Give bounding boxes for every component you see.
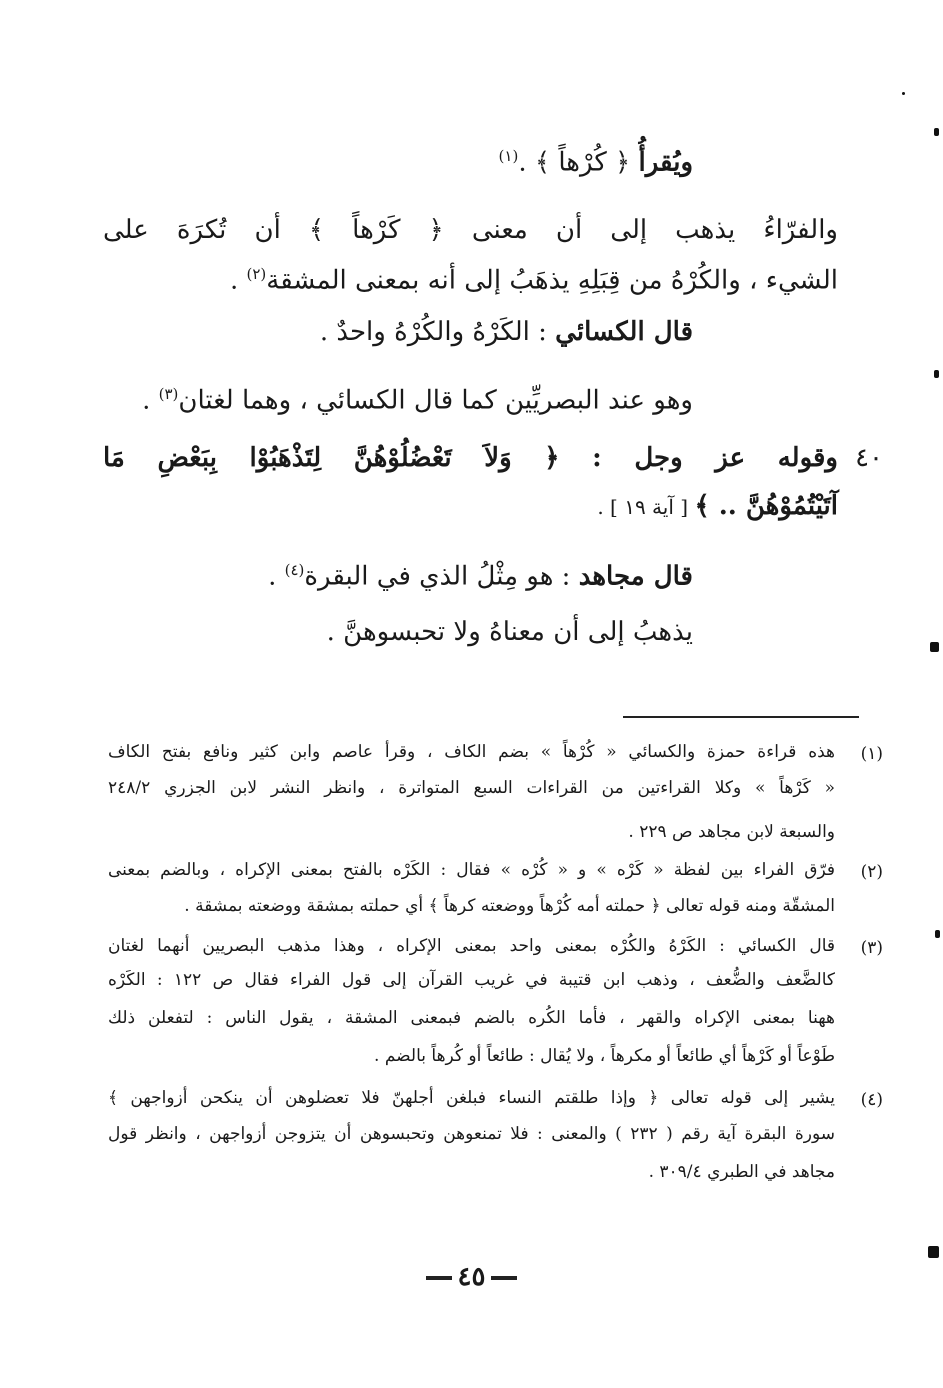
- mujahid-end: .: [268, 561, 285, 592]
- footnote-number-1: [861, 744, 883, 764]
- footnote-ref-1: (١): [498, 147, 519, 165]
- basri-line: [142, 368, 693, 427]
- footnote-separator: [623, 716, 859, 718]
- scan-mark-5: [928, 1246, 939, 1258]
- para1-line2-text: الشيء ، والكُرْهُ من قِبَلِهِ يذهَبُ إلى أنه بمعنى المشقة: [266, 265, 838, 296]
- last-line-text: يذهبُ إلى أن معناهُ ولا تحبسوهنَّ .: [326, 617, 693, 647]
- footnote-1-line-2: [108, 772, 835, 804]
- footnote-4-line-1-text: يشير إلى قوله تعالى ﴿ وإذا طلقتم النساء فبلغن أجلهنّ فلا تعضلوهن أن ينكحن أزواجهن ﴾: [108, 1088, 835, 1108]
- verse-line-2: [597, 480, 838, 533]
- footnote-1-line-2-text: « كَرْهاً » وكلا القراءتين من القراءات السبع المتواترة ، وانظر النشر لابن الجزري ٢٤٨/٢: [108, 778, 835, 798]
- verse-line1-text: وقوله عز وجل : ﴿ وَلاَ تَعْضُلُوْهُنَّ لِتَذْهَبُوْا بِبَعْضِ مَا: [103, 443, 838, 473]
- kisai-text: : الكَرْهُ والكُرْهُ واحدٌ .: [319, 317, 556, 347]
- footnote-ref-2: (٢): [246, 265, 267, 283]
- footnote-4-line-3-text: مجاهد في الطبري ٣٠٩/٤ .: [648, 1162, 835, 1182]
- line-1: [499, 130, 693, 189]
- footnote-number-2-text: (٢): [860, 862, 883, 882]
- footnote-3-line-4-text: طَوْعاً أو كَرْهاً أي طائعاً أو مكرهاً ، ولا يُقال : طائعاً أو كُرهاً بالضم .: [374, 1046, 835, 1066]
- scan-mark-3: [930, 642, 939, 652]
- para1-line-2: [230, 248, 838, 307]
- kisai-line: [320, 306, 693, 358]
- scan-mark-1: [934, 128, 939, 136]
- line1-text: ﴿ كُرْهاً ﴾ .: [518, 147, 639, 178]
- footnote-3-line-3-text: ههنا بمعنى الإكراه والقهر ، فأما الكُره بالضم فبمعنى المشقة ، يقول الناس : لتفعلن ذلك: [108, 1008, 835, 1028]
- verse-reference: [ آية ١٩ ] .: [597, 495, 695, 519]
- footnote-1-line-1: [108, 736, 835, 768]
- verse-number-text: ٤٠: [855, 443, 883, 473]
- footnote-number-3: [861, 938, 883, 958]
- footnote-number-4-text: (٤): [860, 1090, 883, 1110]
- scan-mark-4: [935, 930, 940, 938]
- page-number-dash-left: [426, 1276, 452, 1280]
- footnote-4-line-2-text: سورة البقرة آية رقم ( ٢٣٢ ) والمعنى : فلا تمنعوهن وتحبسوهن أن يتزوجن أزواجهن ، وانظر قول: [108, 1124, 836, 1144]
- footnote-number-2: [861, 862, 883, 882]
- footnote-4-line-2: [108, 1118, 835, 1150]
- verse-line-1: [103, 432, 838, 484]
- footnote-3-line-2-text: كالضَّعف والضُّعف ، وذهب ابن قتيبة في غريب القرآن إلى قول الفراء فقال ص ١٢٢ : الكَرْه: [108, 970, 835, 990]
- footnote-number-3-text: (٣): [860, 938, 883, 958]
- footnote-ref-3: (٣): [158, 385, 179, 403]
- verse-line2-text: آتَيْتُمُوْهُنَّ .. ﴾: [694, 491, 838, 521]
- footnote-number-4: [861, 1090, 883, 1110]
- footnote-2-line-2: [184, 890, 835, 922]
- para1-line2-end: .: [229, 265, 247, 296]
- footnote-ref-4: (٤): [284, 561, 305, 579]
- page-number-dash-right: [491, 1276, 517, 1280]
- footnote-4-line-1: [108, 1082, 835, 1114]
- para1-line1-text: والفرّاءُ يذهب إلى أن معنى ﴿ كَرْهاً ﴾ أن تُكرَهَ على: [103, 215, 838, 245]
- yuqra-label: ويُقرأُ: [638, 147, 693, 178]
- footnote-3-line-2: [108, 964, 835, 996]
- footnote-4-line-3: [649, 1156, 835, 1188]
- footnote-2-line-1: [108, 854, 835, 886]
- page-number: [0, 1262, 943, 1292]
- footnote-3-line-3: [108, 1002, 835, 1034]
- basri-text: وهو عند البصريِّين كما قال الكسائي ، وهما لغتان: [178, 385, 693, 416]
- scan-mark-2: [934, 370, 939, 378]
- mujahid-text: : هو مِثْلُ الذي في البقرة: [304, 561, 579, 592]
- footnote-3-line-4: [374, 1040, 835, 1072]
- footnote-2-line-2-text: المشقّة ومنه قوله تعالى ﴿ حملته أمه كُرْهاً ووضعته كرهاً ﴾ أي حملته بمشقة ووضعته بمشقة .: [184, 896, 835, 916]
- last-line: [327, 606, 693, 658]
- footnote-3-line-1: [108, 930, 835, 962]
- footnote-1-line-1-text: هذه قراءة حمزة والكسائي « كُرْهاً » بضم الكاف ، وقرأ عاصم وابن كثير ونافع بفتح الكاف: [108, 742, 835, 762]
- page-number-text: ٤٥: [457, 1262, 486, 1292]
- footnote-number-1-text: (١): [860, 744, 883, 764]
- mujahid-line: [268, 544, 693, 603]
- scan-mark-6: [902, 92, 905, 95]
- verse-number: [855, 432, 883, 484]
- footnote-1-line-3-text: والسبعة لابن مجاهد ص ٢٢٩ .: [628, 822, 835, 842]
- mujahid-label: قال مجاهد: [578, 561, 693, 592]
- footnote-2-line-1-text: فرّق الفراء بين لفظة « كَرْه » و « كُرْه » فقال : الكَرْه بالفتح بمعنى الإكراه ، وبالضم بمعنى: [108, 860, 835, 880]
- kisai-label: قال الكسائي: [555, 317, 693, 347]
- basri-end: .: [142, 385, 159, 416]
- footnote-1-line-3: [628, 816, 835, 848]
- footnote-3-line-1-text: قال الكسائي : الكَرْهُ والكُرْه بمعنى واحد بمعنى الإكراه ، وهذا مذهب البصريين أنهما لغتان: [108, 936, 835, 956]
